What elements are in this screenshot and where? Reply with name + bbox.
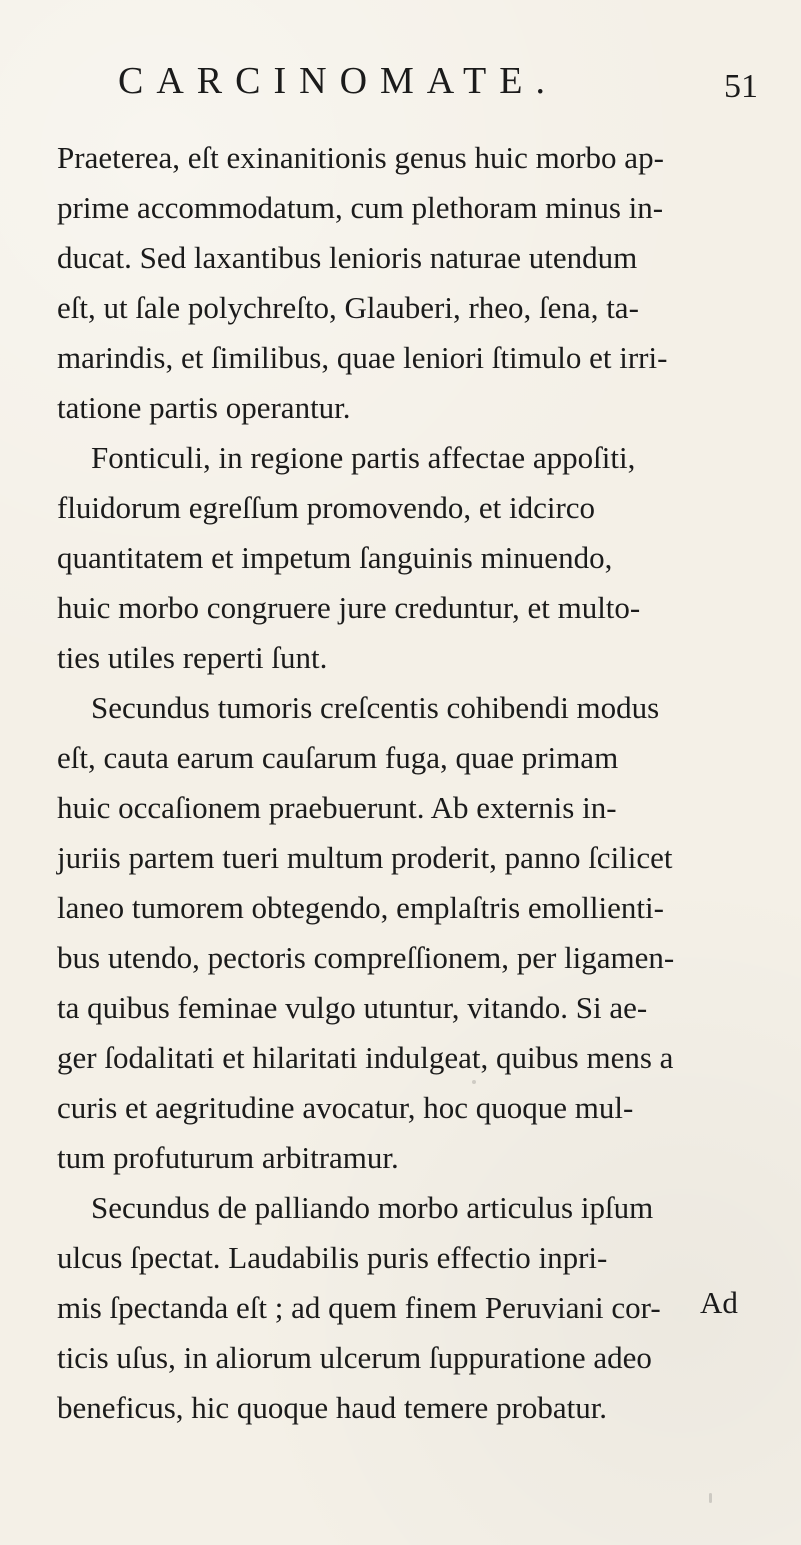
text-line: marindis, et ſimilibus, quae leniori ſtimulo et irri- [57, 340, 668, 375]
text-line: ulcus ſpectat. Laudabilis puris effectio inpri- [57, 1240, 608, 1275]
text-line: prime accommodatum, cum plethoram minus in- [57, 190, 664, 225]
text-line: ducat. Sed laxantibus lenioris naturae utendum [57, 240, 638, 275]
paragraph-start-line: Secundus tumoris creſcentis cohibendi modus [91, 690, 660, 725]
text-line: fluidorum egreſſum promovendo, et idcirco [57, 490, 596, 525]
text-line: Praeterea, eſt exinanitionis genus huic morbo ap- [57, 140, 664, 175]
text-line: bus utendo, pectoris compreſſionem, per ligamen- [57, 940, 675, 975]
page-header [118, 62, 758, 116]
text-line: ger ſodalitati et hilaritati indulgeat, quibus mens a [57, 1040, 674, 1075]
paper-speck [85, 1314, 90, 1319]
text-line: curis et aegritudine avocatur, hoc quoque mul- [57, 1090, 634, 1125]
text-block [57, 133, 768, 1433]
paragraph-start-line: Fonticuli, in regione partis affectae appoſiti, [91, 440, 636, 475]
text-line: huic morbo congruere jure creduntur, et multo- [57, 590, 641, 625]
text-line: huic occaſionem praebuerunt. Ab externis in- [57, 790, 617, 825]
text-line: tatione partis operantur. [57, 390, 351, 425]
text-line: quantitatem et impetum ſanguinis minuendo, [57, 540, 613, 575]
running-head: CARCINOMATE. [118, 60, 558, 102]
text-line: ties utiles reperti ſunt. [57, 640, 328, 675]
text-line: laneo tumorem obtegendo, emplaſtris emollienti- [57, 890, 664, 925]
text-line: eſt, ut ſale polychreſto, Glauberi, rheo, ſena, ta- [57, 290, 639, 325]
text-line: juriis partem tueri multum proderit, panno ſcilicet [57, 840, 673, 875]
page-number: 51 [724, 68, 758, 105]
text-line: ta quibus feminae vulgo utuntur, vitando. Si ae- [57, 990, 648, 1025]
paragraph-start-line: Secundus de palliando morbo articulus ipſum [91, 1190, 654, 1225]
text-line: eſt, cauta earum cauſarum fuga, quae primam [57, 740, 619, 775]
text-line: ticis uſus, in aliorum ulcerum ſuppuratione adeo [57, 1340, 652, 1375]
text-line: tum profuturum arbitramur. [57, 1140, 399, 1175]
paper-speck [709, 1493, 712, 1503]
text-line: mis ſpectanda eſt ; ad quem finem Peruviani cor- [57, 1290, 661, 1325]
catchword: Ad [700, 1285, 738, 1320]
text-line: beneficus, hic quoque haud temere probatur. [57, 1390, 608, 1425]
paper-speck [472, 1080, 476, 1084]
